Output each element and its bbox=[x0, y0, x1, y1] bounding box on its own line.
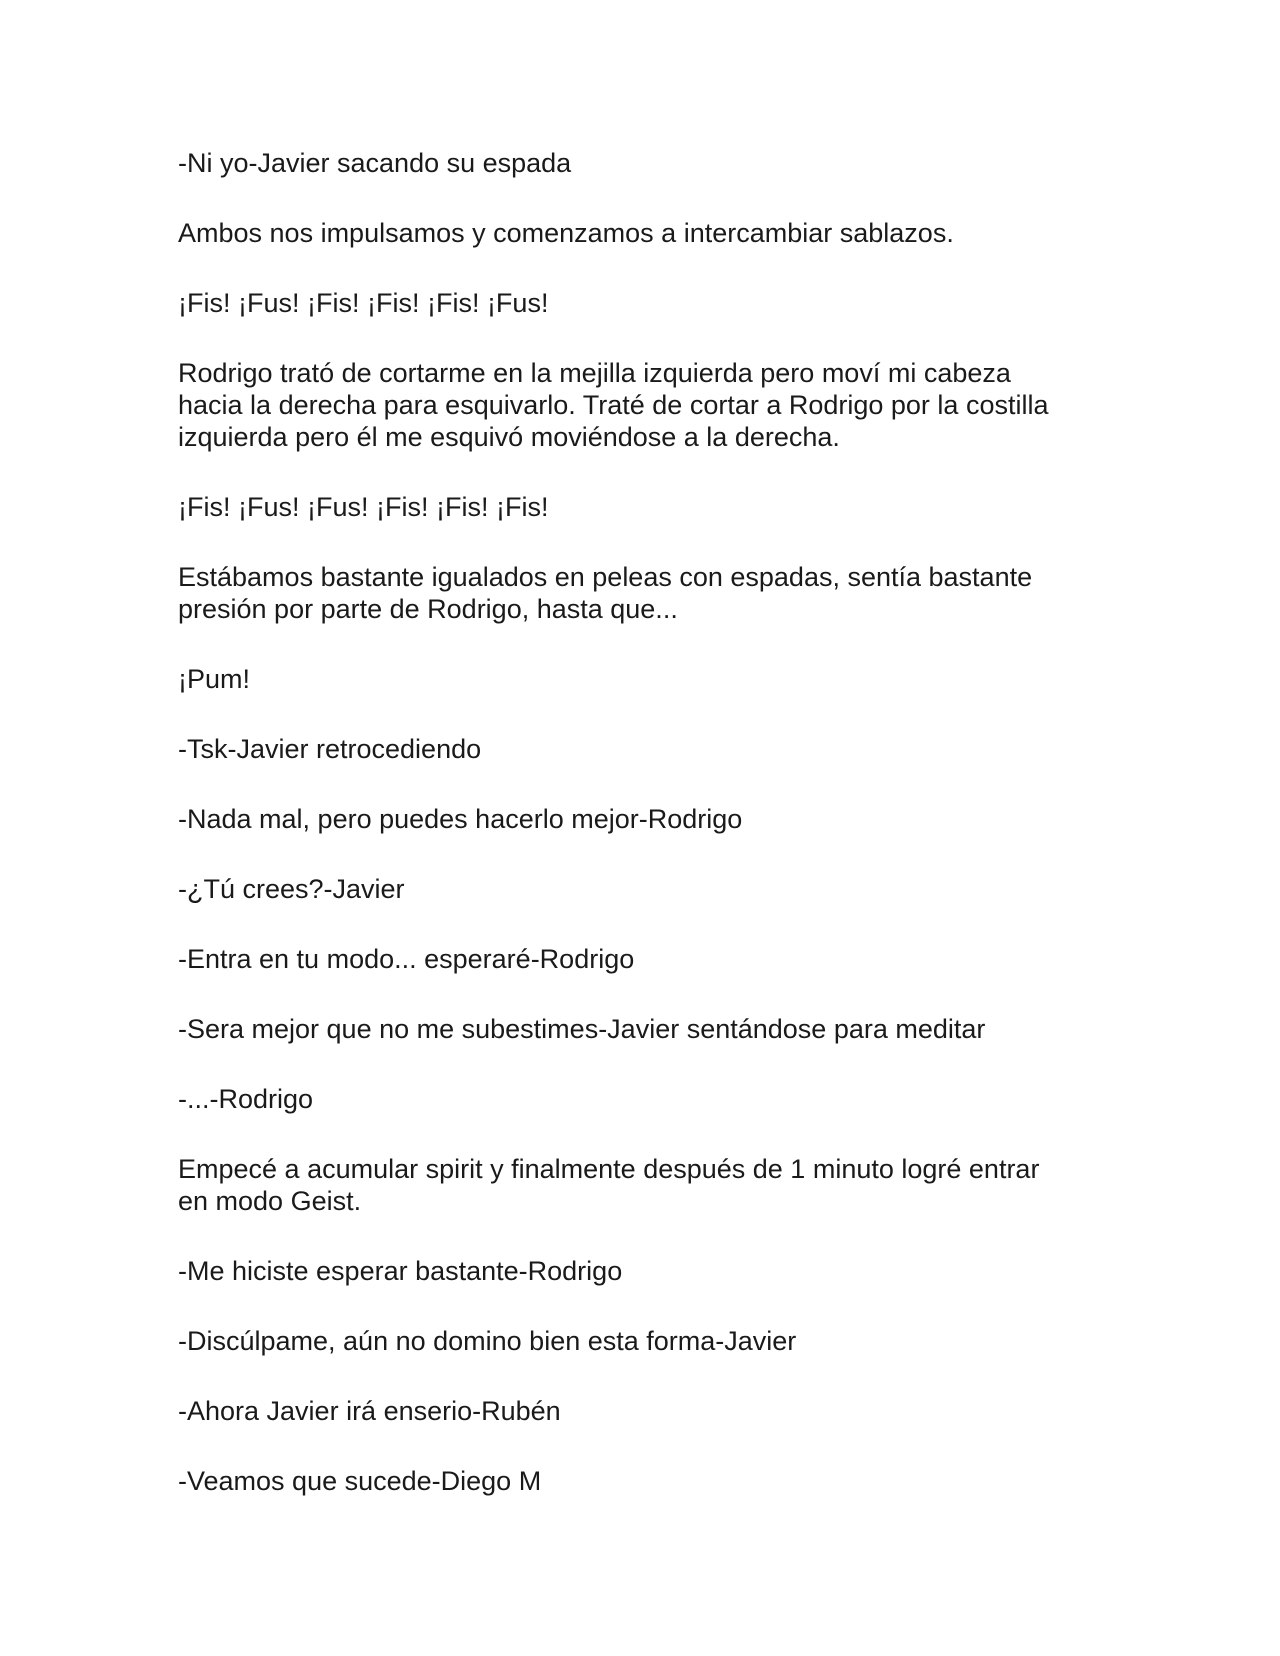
paragraph: -Veamos que sucede-Diego M bbox=[178, 1466, 542, 1496]
paragraph: Ambos nos impulsamos y comenzamos a intercambiar sablazos. bbox=[178, 218, 954, 248]
paragraph: ¡Pum! bbox=[178, 664, 251, 694]
paragraph: -¿Tú crees?-Javier bbox=[178, 874, 405, 904]
document-body bbox=[178, 147, 1108, 1535]
paragraph: -Nada mal, pero puedes hacerlo mejor-Rodrigo bbox=[178, 804, 743, 834]
paragraph: ¡Fis! ¡Fus! ¡Fus! ¡Fis! ¡Fis! ¡Fis! bbox=[178, 492, 549, 522]
paragraph: -Me hiciste esperar bastante-Rodrigo bbox=[178, 1256, 623, 1286]
paragraph: -Ni yo-Javier sacando su espada bbox=[178, 148, 572, 178]
paragraph: Estábamos bastante igualados en peleas con espadas, sentía bastante presión por parte de Rodrigo, hasta que... bbox=[178, 562, 1033, 624]
paragraph: -Entra en tu modo... esperaré-Rodrigo bbox=[178, 944, 635, 974]
paragraph: ¡Fis! ¡Fus! ¡Fis! ¡Fis! ¡Fis! ¡Fus! bbox=[178, 288, 549, 318]
paragraph: Rodrigo trató de cortarme en la mejilla izquierda pero moví mi cabeza hacia la derecha para esquivarlo. Traté de cortar a Rodrigo por la costilla izquierda pero él me esquivó moviéndose a la derecha. bbox=[178, 358, 1049, 452]
paragraph: -Discúlpame, aún no domino bien esta forma-Javier bbox=[178, 1326, 797, 1356]
paragraph: -Sera mejor que no me subestimes-Javier sentándose para meditar bbox=[178, 1014, 986, 1044]
paragraph: -Ahora Javier irá enserio-Rubén bbox=[178, 1396, 561, 1426]
paragraph: -Tsk-Javier retrocediendo bbox=[178, 734, 482, 764]
paragraph: Empecé a acumular spirit y finalmente después de 1 minuto logré entrar en modo Geist. bbox=[178, 1154, 1040, 1216]
paragraph: -...-Rodrigo bbox=[178, 1084, 314, 1114]
